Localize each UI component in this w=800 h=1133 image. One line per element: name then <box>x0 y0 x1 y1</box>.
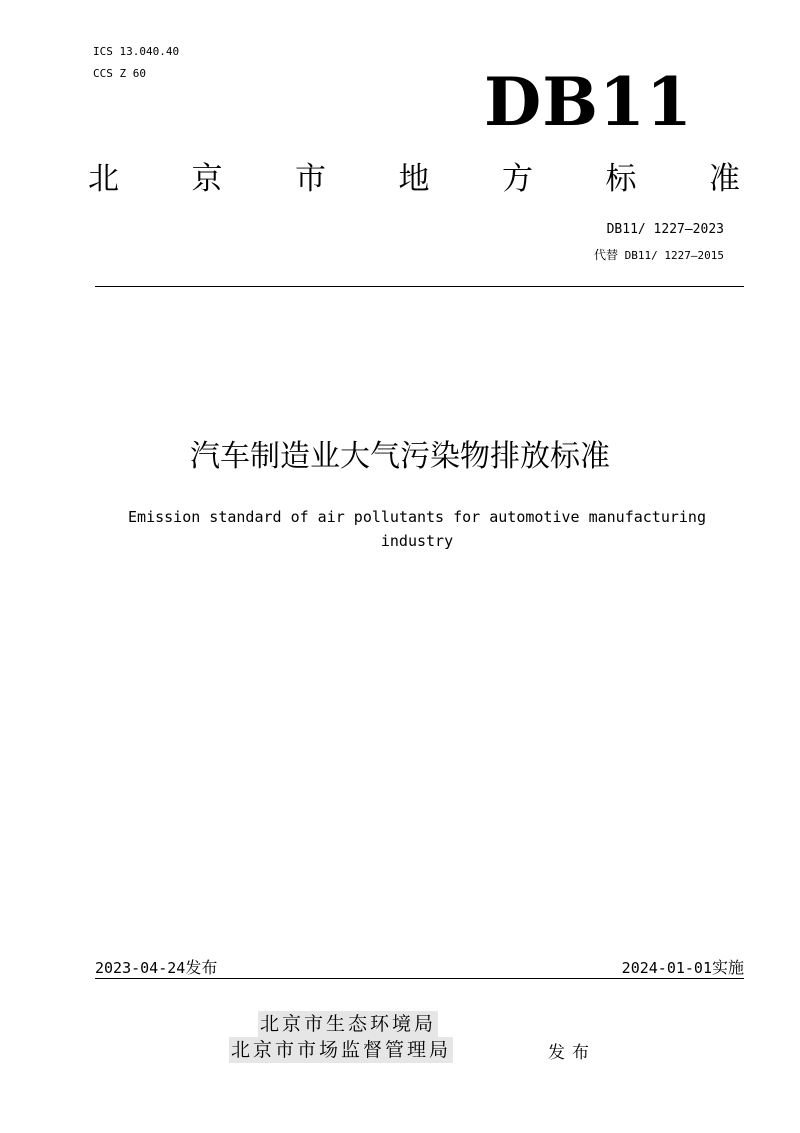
replaces-standard <box>594 246 724 263</box>
publish-label: 发布 <box>185 958 218 977</box>
standard-category <box>88 150 740 200</box>
ccs-code: CCS Z 60 <box>93 67 146 80</box>
title-english: Emission standard of air pollutants for automotive manufacturing industry <box>128 508 706 550</box>
publish-date-line <box>95 955 217 978</box>
replaces-number: DB11/ 1227—2015 <box>624 249 724 262</box>
top-divider <box>95 286 744 287</box>
db11-logo: DB11 <box>484 63 693 141</box>
category-char: 市 <box>295 160 326 197</box>
issue-label: 发布 <box>548 1043 596 1063</box>
ics-code: ICS 13.040.40 <box>93 45 180 58</box>
replaces-label: 代替 <box>594 248 619 262</box>
implement-date: 2024-01-01 <box>621 959 712 977</box>
category-char: 标 <box>605 160 637 197</box>
implement-date-line <box>622 955 744 978</box>
category-char: 方 <box>502 160 533 197</box>
category-char: 京 <box>191 160 223 197</box>
standard-number: DB11/ 1227—2023 <box>606 222 724 237</box>
category-char: 北 <box>88 160 119 197</box>
classification-codes <box>93 41 179 85</box>
category-char: 地 <box>398 160 430 197</box>
category-char: 准 <box>709 160 740 197</box>
bottom-divider <box>95 978 744 979</box>
publish-date: 2023-04-24 <box>95 959 186 977</box>
issuer-environment-bureau: 北京市生态环境局 <box>260 1013 437 1035</box>
issuer-market-regulation: 北京市市场监督管理局 <box>231 1039 452 1061</box>
implement-label: 实施 <box>711 958 744 977</box>
title-chinese: 汽车制造业大气污染物排放标准 <box>190 439 610 474</box>
